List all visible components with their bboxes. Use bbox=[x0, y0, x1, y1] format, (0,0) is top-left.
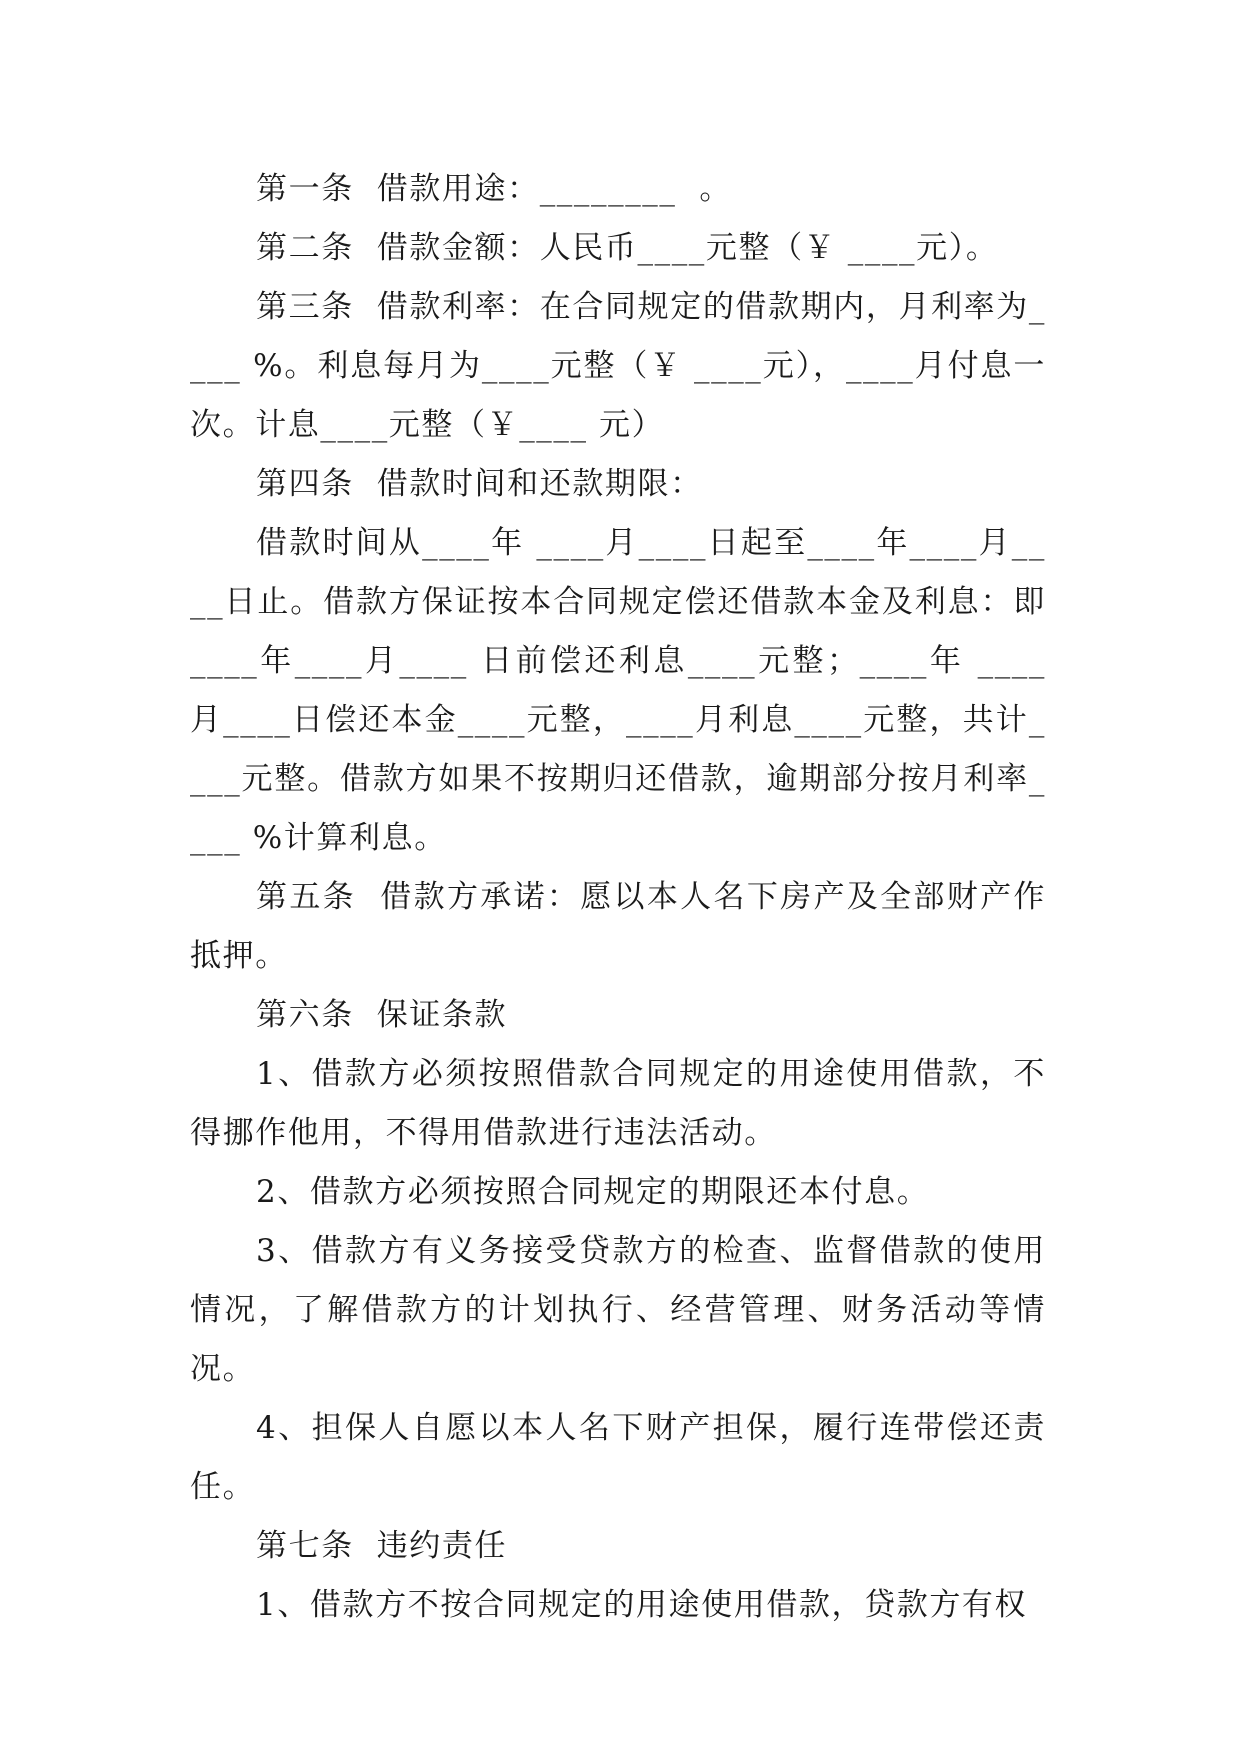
contract-body bbox=[190, 160, 1046, 1635]
article-7-heading: 第七条 违约责任 bbox=[256, 1528, 508, 1564]
article-3-interest-rate: 第三条 借款利率：在合同规定的借款期内，月利率为____ %。利息每月为____元整（￥ ____元），____月付息一次。计息____元整（￥____ 元） bbox=[190, 289, 1046, 443]
article-2-amount: 第二条 借款金额：人民币____元整（￥ ____元）。 bbox=[256, 230, 999, 266]
article-6-heading: 第六条 保证条款 bbox=[256, 997, 508, 1033]
article-4-loan-period: 借款时间从____年 ____月____日起至____年____月____日止。借款方保证按本合同规定偿还借款本金及利息：即____年____月____ 日前偿还利息____元整；____年 ____月____日偿还本金____元整，____月利息____元整，共计____元整。借款方如果不按期归还借款，逾期部分按月利率____ %计算利息。 bbox=[190, 525, 1046, 856]
guarantee-clause-1: 1、借款方必须按照借款合同规定的用途使用借款，不得挪作他用，不得用借款进行违法活动。 bbox=[190, 1056, 1046, 1151]
breach-clause-1: 1、借款方不按合同规定的用途使用借款，贷款方有权 bbox=[256, 1587, 1028, 1623]
article-1-purpose: 第一条 借款用途：________ 。 bbox=[256, 171, 733, 207]
article-4-heading: 第四条 借款时间和还款期限： bbox=[256, 466, 703, 502]
guarantee-clause-4: 4、担保人自愿以本人名下财产担保，履行连带偿还责任。 bbox=[190, 1410, 1046, 1505]
guarantee-clause-2: 2、借款方必须按照合同规定的期限还本付息。 bbox=[256, 1174, 930, 1210]
article-5-commitment: 第五条 借款方承诺：愿以本人名下房产及全部财产作抵押。 bbox=[190, 879, 1046, 974]
guarantee-clause-3: 3、借款方有义务接受贷款方的检查、监督借款的使用情况，了解借款方的计划执行、经营管理、财务活动等情况。 bbox=[190, 1233, 1046, 1387]
